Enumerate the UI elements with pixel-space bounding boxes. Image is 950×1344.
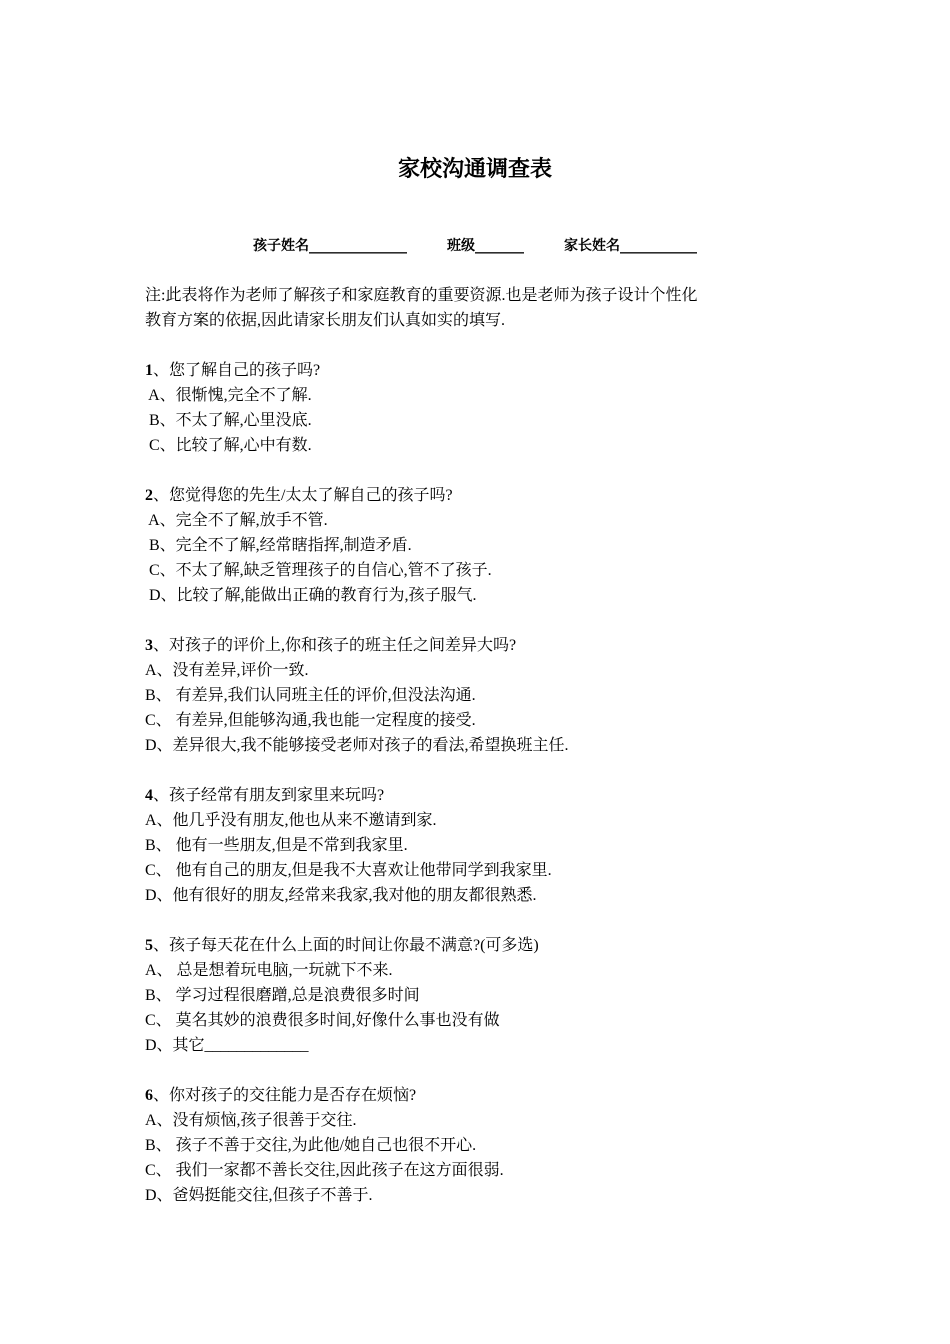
answer-option[interactable]: B、不太了解,心里没底. xyxy=(145,412,312,429)
note-line: 注:此表将作为老师了解孩子和家庭教育的重要资源.也是老师为孩子设计个性化 xyxy=(145,287,698,304)
class-field[interactable]: 班级_______ xyxy=(447,238,524,254)
child-name-field[interactable]: 孩子姓名______________ xyxy=(253,238,407,254)
answer-option[interactable]: A、完全不了解,放手不管. xyxy=(145,512,328,529)
info-row xyxy=(0,236,950,256)
answer-option[interactable]: C、 我们一家都不善长交往,因此孩子在这方面很弱. xyxy=(145,1162,504,1179)
answer-option[interactable]: A、没有差异,评价一致. xyxy=(145,662,309,679)
answer-option[interactable]: B、 孩子不善于交往,为此他/她自己也很不开心. xyxy=(145,1137,477,1154)
question-6 xyxy=(145,1083,825,1208)
question-number: 2 xyxy=(145,487,153,504)
answer-option[interactable]: D、他有很好的朋友,经常来我家,我对他的朋友都很熟悉. xyxy=(145,887,537,904)
answer-option[interactable]: C、 他有自己的朋友,但是我不大喜欢让他带同学到我家里. xyxy=(145,862,552,879)
parent-name-field[interactable]: 家长姓名___________ xyxy=(564,238,697,254)
answer-option[interactable]: A、没有烦恼,孩子很善于交往. xyxy=(145,1112,357,1129)
question-number: 4 xyxy=(145,787,153,804)
question-number: 5 xyxy=(145,937,153,954)
question-title xyxy=(145,933,825,958)
question-1 xyxy=(145,358,825,458)
answer-option[interactable]: D、差异很大,我不能够接受老师对孩子的看法,希望换班主任. xyxy=(145,737,569,754)
answer-option[interactable]: B、 有差异,我们认同班主任的评价,但没法沟通. xyxy=(145,687,476,704)
note-line: 教育方案的依据,因此请家长朋友们认真如实的填写. xyxy=(145,312,506,329)
answer-option[interactable]: A、很惭愧,完全不了解. xyxy=(145,387,312,404)
answer-option[interactable]: C、不太了解,缺乏管理孩子的自信心,管不了孩子. xyxy=(145,562,492,579)
question-4 xyxy=(145,783,825,908)
answer-option[interactable]: C、比较了解,心中有数. xyxy=(145,437,312,454)
answer-option[interactable]: B、 他有一些朋友,但是不常到我家里. xyxy=(145,837,408,854)
survey-content xyxy=(145,283,825,1208)
question-text: 、你对孩子的交往能力是否存在烦恼? xyxy=(153,1087,417,1104)
question-text: 、对孩子的评价上,你和孩子的班主任之间差异大吗? xyxy=(153,637,517,654)
answer-option[interactable]: A、他几乎没有朋友,他也从来不邀请到家. xyxy=(145,812,437,829)
answer-option[interactable]: B、完全不了解,经常瞎指挥,制造矛盾. xyxy=(145,537,412,554)
question-text: 、孩子每天花在什么上面的时间让你最不满意?(可多选) xyxy=(153,937,539,954)
answer-option[interactable]: D、比较了解,能做出正确的教育行为,孩子服气. xyxy=(145,587,477,604)
answer-option[interactable]: C、 有差异,但能够沟通,我也能一定程度的接受. xyxy=(145,712,476,729)
answer-option[interactable]: B、 学习过程很磨蹭,总是浪费很多时间 xyxy=(145,987,420,1004)
question-text: 、您觉得您的先生/太太了解自己的孩子吗? xyxy=(153,487,453,504)
question-title xyxy=(145,358,825,383)
question-number: 6 xyxy=(145,1087,153,1104)
answer-option[interactable]: A、 总是想着玩电脑,一玩就下不来. xyxy=(145,962,393,979)
page-title: 家校沟通调查表 xyxy=(397,157,552,182)
answer-option[interactable]: D、其它_____________ xyxy=(145,1037,309,1054)
answer-option[interactable]: D、爸妈挺能交往,但孩子不善于. xyxy=(145,1187,373,1204)
question-title xyxy=(145,483,825,508)
question-5 xyxy=(145,933,825,1058)
question-title xyxy=(145,1083,825,1108)
survey-note xyxy=(145,283,825,333)
question-3 xyxy=(145,633,825,758)
question-2 xyxy=(145,483,825,608)
question-number: 1 xyxy=(145,362,153,379)
question-title xyxy=(145,633,825,658)
answer-option[interactable]: C、 莫名其妙的浪费很多时间,好像什么事也没有做 xyxy=(145,1012,500,1029)
question-number: 3 xyxy=(145,637,153,654)
question-text: 、孩子经常有朋友到家里来玩吗? xyxy=(153,787,385,804)
question-text: 、您了解自己的孩子吗? xyxy=(153,362,321,379)
question-title xyxy=(145,783,825,808)
